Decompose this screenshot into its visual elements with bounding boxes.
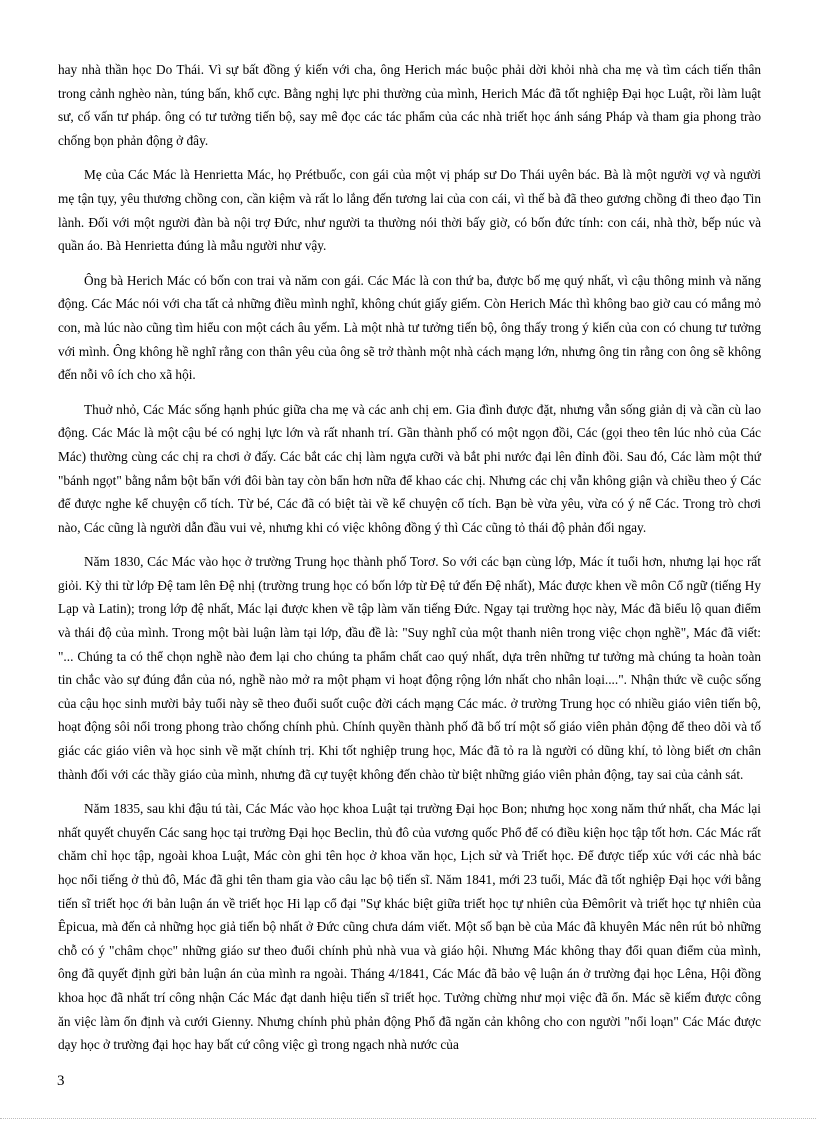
document-body <box>58 58 761 1068</box>
paragraph-5: Năm 1830, Các Mác vào học ở trường Trung học thành phố Torơ. So với các bạn cùng lớp, Mác ít tuổi hơn, nhưng lại học rất giỏi. Kỳ thi từ lớp Đệ tam lên Đệ nhị (trường trung học có bốn lớp từ Đệ tứ đến Đệ nhất), Mác được khen về môn Cổ ngữ (tiếng Hy Lạp và Latin); trong lớp đệ nhất, Mác lại được khen về tập làm văn tiếng Đức. Ngay tại trường học này, Mác đã biểu lộ quan điểm và thái độ của mình. Trong một bài luận làm tại lớp, đầu đề là: "Suy nghĩ của một thanh niên trong việc chọn nghề", Mác đã viết: "... Chúng ta có thể chọn nghề nào đem lại cho chúng ta phẩm chất cao quý nhất, dựa trên những tư tưởng mà chúng ta hoàn toàn tin chắc vào sự đúng đắn của nó, nghề nào mở ra một phạm vi hoạt động rộng lớn nhất cho nhân loại....". Nhận thức về cuộc sống của cậu học sinh mười bảy tuổi này sẽ theo đuổi suốt cuộc đời cách mạng Các mác. ở trường Trung học có nhiều giáo viên tiến bộ, hoạt động sôi nổi trong phong trào chống chính phủ. Chính quyền thành phố đã bố trí một số giáo viên phản động để theo dõi và tố giác các giáo viên và học sinh về mặt chính trị. Khi tốt nghiệp trung học, Mác đã tỏ ra là người có dũng khí, tỏ lòng biết ơn chân thành đối với các thầy giáo của mình, nhưng đã cự tuyệt không đến chào từ biệt những giáo viên phản động, tay sai của cảnh sát. <box>58 554 761 782</box>
paragraph-2: Mẹ của Các Mác là Henrietta Mác, họ Prétbuốc, con gái của một vị pháp sư Do Thái uyên bác. Bà là một người vợ và người mẹ tận tụy, yêu thương chồng con, cần kiệm và rất lo lắng đến tương lai của con cái, vì thế bà đã theo gương chồng đi theo đạo Tin lành. Đối với một người đàn bà nội trợ Đức, như người ta thường nói thời bấy giờ, có bốn đức tính: con cái, nhà thờ, bếp núc và quần áo. Bà Henrietta đúng là mẫu người như vậy. <box>58 167 761 254</box>
paragraph-4: Thuở nhỏ, Các Mác sống hạnh phúc giữa cha mẹ và các anh chị em. Gia đình được đặt, nhưng vẫn sống giản dị và cần cù lao động. Các Mác là một cậu bé có nghị lực lớn và rất nhanh trí. Gần thành phố có một ngọn đồi, Các (gọi theo tên lúc nhỏ của Các Mác) thường cùng các chị ra chơi ở đấy. Các bắt các chị làm ngựa cưỡi và bắt phi nước đại lên đỉnh đồi. Sau đó, Các làm một thứ "bánh ngọt" bằng nắm bột bẩn với đôi bàn tay còn bẩn hơn nữa để khao các chị. Nhưng các chị vẫn không giận và chiều theo ý Các để được nghe kể chuyện cổ tích. Từ bé, Các đã có biệt tài về kể chuyện cổ tích. Bạn bè vừa yêu, vừa có ý nể Các. Trong trò chơi nào, Các cũng là người dẫn đầu vui vẻ, nhưng khi có việc không đồng ý thì Các cũng tỏ thái độ phản đối ngay. <box>58 401 761 535</box>
paragraph-3: Ông bà Herich Mác có bốn con trai và năm con gái. Các Mác là con thứ ba, được bố mẹ quý nhất, vì cậu thông minh và năng động. Các Mác nói với cha tất cả những điều mình nghĩ, không chút giấy giếm. Còn Herich Mác thì không bao giờ cau có mắng mỏ con, mà lúc nào cũng tìm hiểu con một cách âu yếm. Là một nhà tư tưởng tiến bộ, ông thấy trong ý kiến của con có chung tư tưởng với mình. Ông không hề nghĩ rằng con thân yêu của ông sẽ trở thành một nhà cách mạng lớn, nhưng ông tin rằng con ông sẽ không đến nỗi vô ích cho xã hội. <box>58 272 761 383</box>
paragraph-1: hay nhà thần học Do Thái. Vì sự bất đồng ý kiến với cha, ông Herich mác buộc phải dời khỏi nhà cha mẹ và tìm cách tiến thân trong cảnh nghèo nàn, túng bấn, khổ cực. Bằng nghị lực phi thường của mình, Herich Mác đã tốt nghiệp Đại học Luật, rồi làm luật sư, cố vấn tư pháp. ông có tư tưởng tiến bộ, say mê đọc các tác phẩm của các nhà triết học ánh sáng Pháp và tham gia phong trào chống bọn phản động ở đây. <box>58 62 761 148</box>
page-number: 3 <box>57 1073 65 1089</box>
page-bottom-divider <box>0 1118 816 1119</box>
paragraph-6: Năm 1835, sau khi đậu tú tài, Các Mác vào học khoa Luật tại trường Đại học Bon; nhưng học xong năm thứ nhất, cha Mác lại nhất quyết chuyển Các sang học tại trường Đại học Beclin, thủ đô của vương quốc Phổ để có điều kiện học tập tốt hơn. Các Mác rất chăm chỉ học tập, ngoài khoa Luật, Mác còn ghi tên học ở khoa văn học, Lịch sử và Triết học. Để được tiếp xúc với các nhà bác học nổi tiếng ở thủ đô, Mác đã ghi tên tham gia vào câu lạc bộ tiến sĩ. Năm 1841, mới 23 tuổi, Mác đã tốt nghiệp Đại học với bằng tiến sĩ triết học ới bản luận án về triết học Hi lạp cổ đại "Sự khác biệt giữa triết học tự nhiên của Đêmôrit và triết học tự nhiên của Êpicua, mà đến cả những học giả tiến bộ nhất ở Đức cũng chưa dám viết. Một số bạn bè của Mác đã khuyên Mác nên rút bỏ những chỗ có ý "châm chọc" những giáo sư theo đuổi chính phủ nhà vua và giáo hội. Nhưng Mác không thay đổi quan điểm của mình, ông đã quyết định gửi bản luận án của mình ra ngoài. Tháng 4/1841, Các Mác đã bảo vệ luận án ở trường đại học Lêna, Hội đồng khoa học đã nhất trí công nhận Các Mác đạt danh hiệu tiến sĩ triết học. Tưởng chừng như mọi việc đã ổn. Mác sẽ kiếm được công ăn việc làm ổn định và cưới Gienny. Nhưng chính phủ phản động Phổ đã ngăn cản không cho con người "nổi loạn" Các Mác được dạy học ở trường đại học hay bất cứ công việc gì trong ngạch nhà nước của <box>58 801 761 1053</box>
